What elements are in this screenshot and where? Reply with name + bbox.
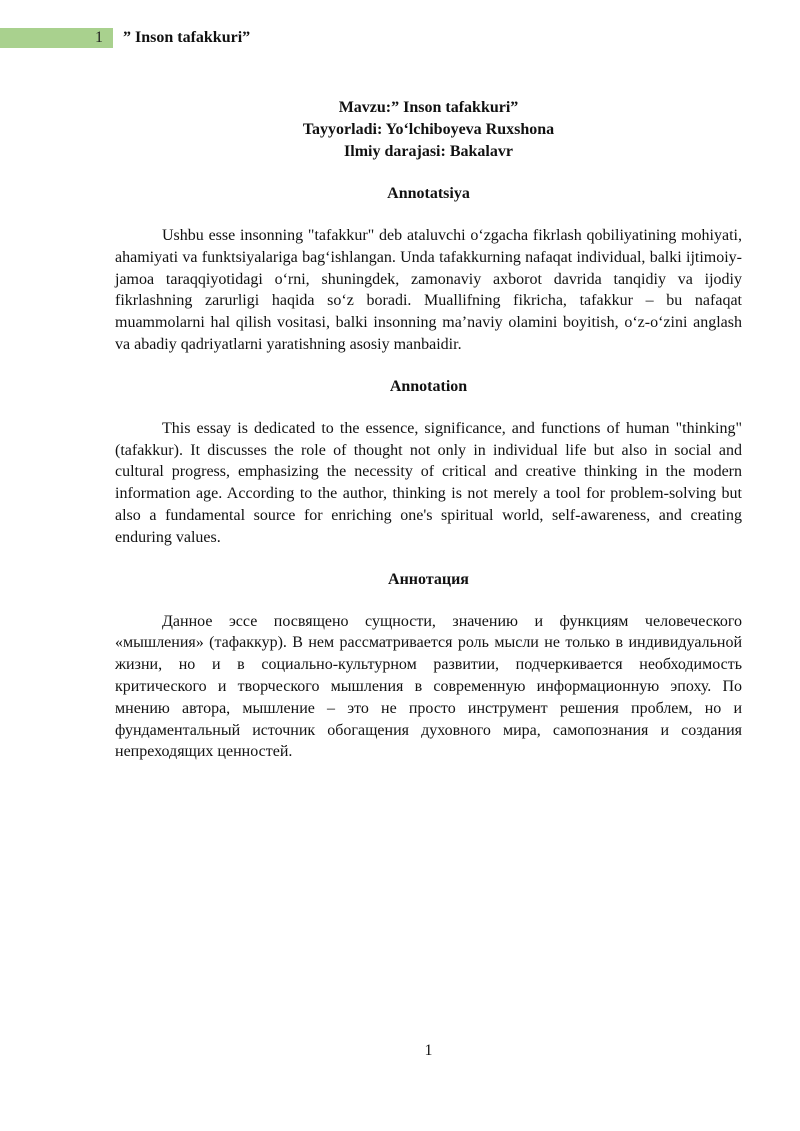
section-annotatsiya xyxy=(115,183,742,356)
section-heading-annotatsiya: Annotatsiya xyxy=(387,185,470,202)
page-header xyxy=(0,28,800,48)
degree-line: Ilmiy darajasi: Bakalavr xyxy=(344,143,513,160)
section-annotatsiya-ru xyxy=(115,569,742,764)
section-text-annotatsiya-ru: Данное эссе посвящено сущности, значению и функциям человеческого «мышления» (тафаккур). В нем рассматривается роль мысли не только в индивидуальной жизни, но и в социально-культурном развитии, подчеркивается необходимость критического и творческого мышления в современную информационную эпоху. По мнению автора, мышление – это не просто инструмент решения проблем, но и фундаментальный источник обогащения духовного мира, самопознания и создания непреходящих ценностей. xyxy=(115,612,742,761)
author-line: Tayyorladi: Yo‘lchiboyeva Ruxshona xyxy=(302,121,555,138)
header-page-number-box xyxy=(0,28,113,48)
section-text-annotation: This essay is dedicated to the essence, significance, and functions of human "thinking" (tafakkur). It discusses the role of thought not only in individual life but also in social and cultural progress, emphasizing the necessity of critical and creative thinking in the modern information age. According to the author, thinking is not merely a tool for problem-solving but also a fundamental source for enriching one's spiritual world, self-awareness, and creating enduring values. xyxy=(115,419,742,546)
section-annotation xyxy=(115,376,742,549)
header-running-title: ” Inson tafakkuri” xyxy=(123,29,251,46)
title-block xyxy=(115,97,742,163)
section-text-annotatsiya: Ushbu esse insonning "tafakkur" deb ataluvchi o‘zgacha fikrlash qobiliyatining mohiyati, ahamiyati va funktsiyalariga bag‘ishlangan. Unda tafakkurning nafaqat individual, balki ijtimoiy-jamoa taraqqiyotidagi o‘rni, shuningdek, zamonaviy axborot davrida tanqidiy va ijodiy fikrlashning zarurligi haqida so‘z boradi. Muallifning fikricha, tafakkur – bu nafaqat muammolarni hal qilish vositasi, balki insonning ma’naviy olamini boyitish, o‘z-o‘zini anglash va abadiy qadriyatlarni yaratishning asosiy manbaidir. xyxy=(115,227,742,353)
document-body xyxy=(115,97,742,763)
section-heading-annotatsiya-ru: Аннотация xyxy=(388,570,469,588)
footer-page-number: 1 xyxy=(424,1042,433,1059)
header-page-number: 1 xyxy=(95,29,103,46)
topic-line: Mavzu:” Inson tafakkuri” xyxy=(338,99,519,116)
section-heading-annotation: Annotation xyxy=(389,377,468,395)
